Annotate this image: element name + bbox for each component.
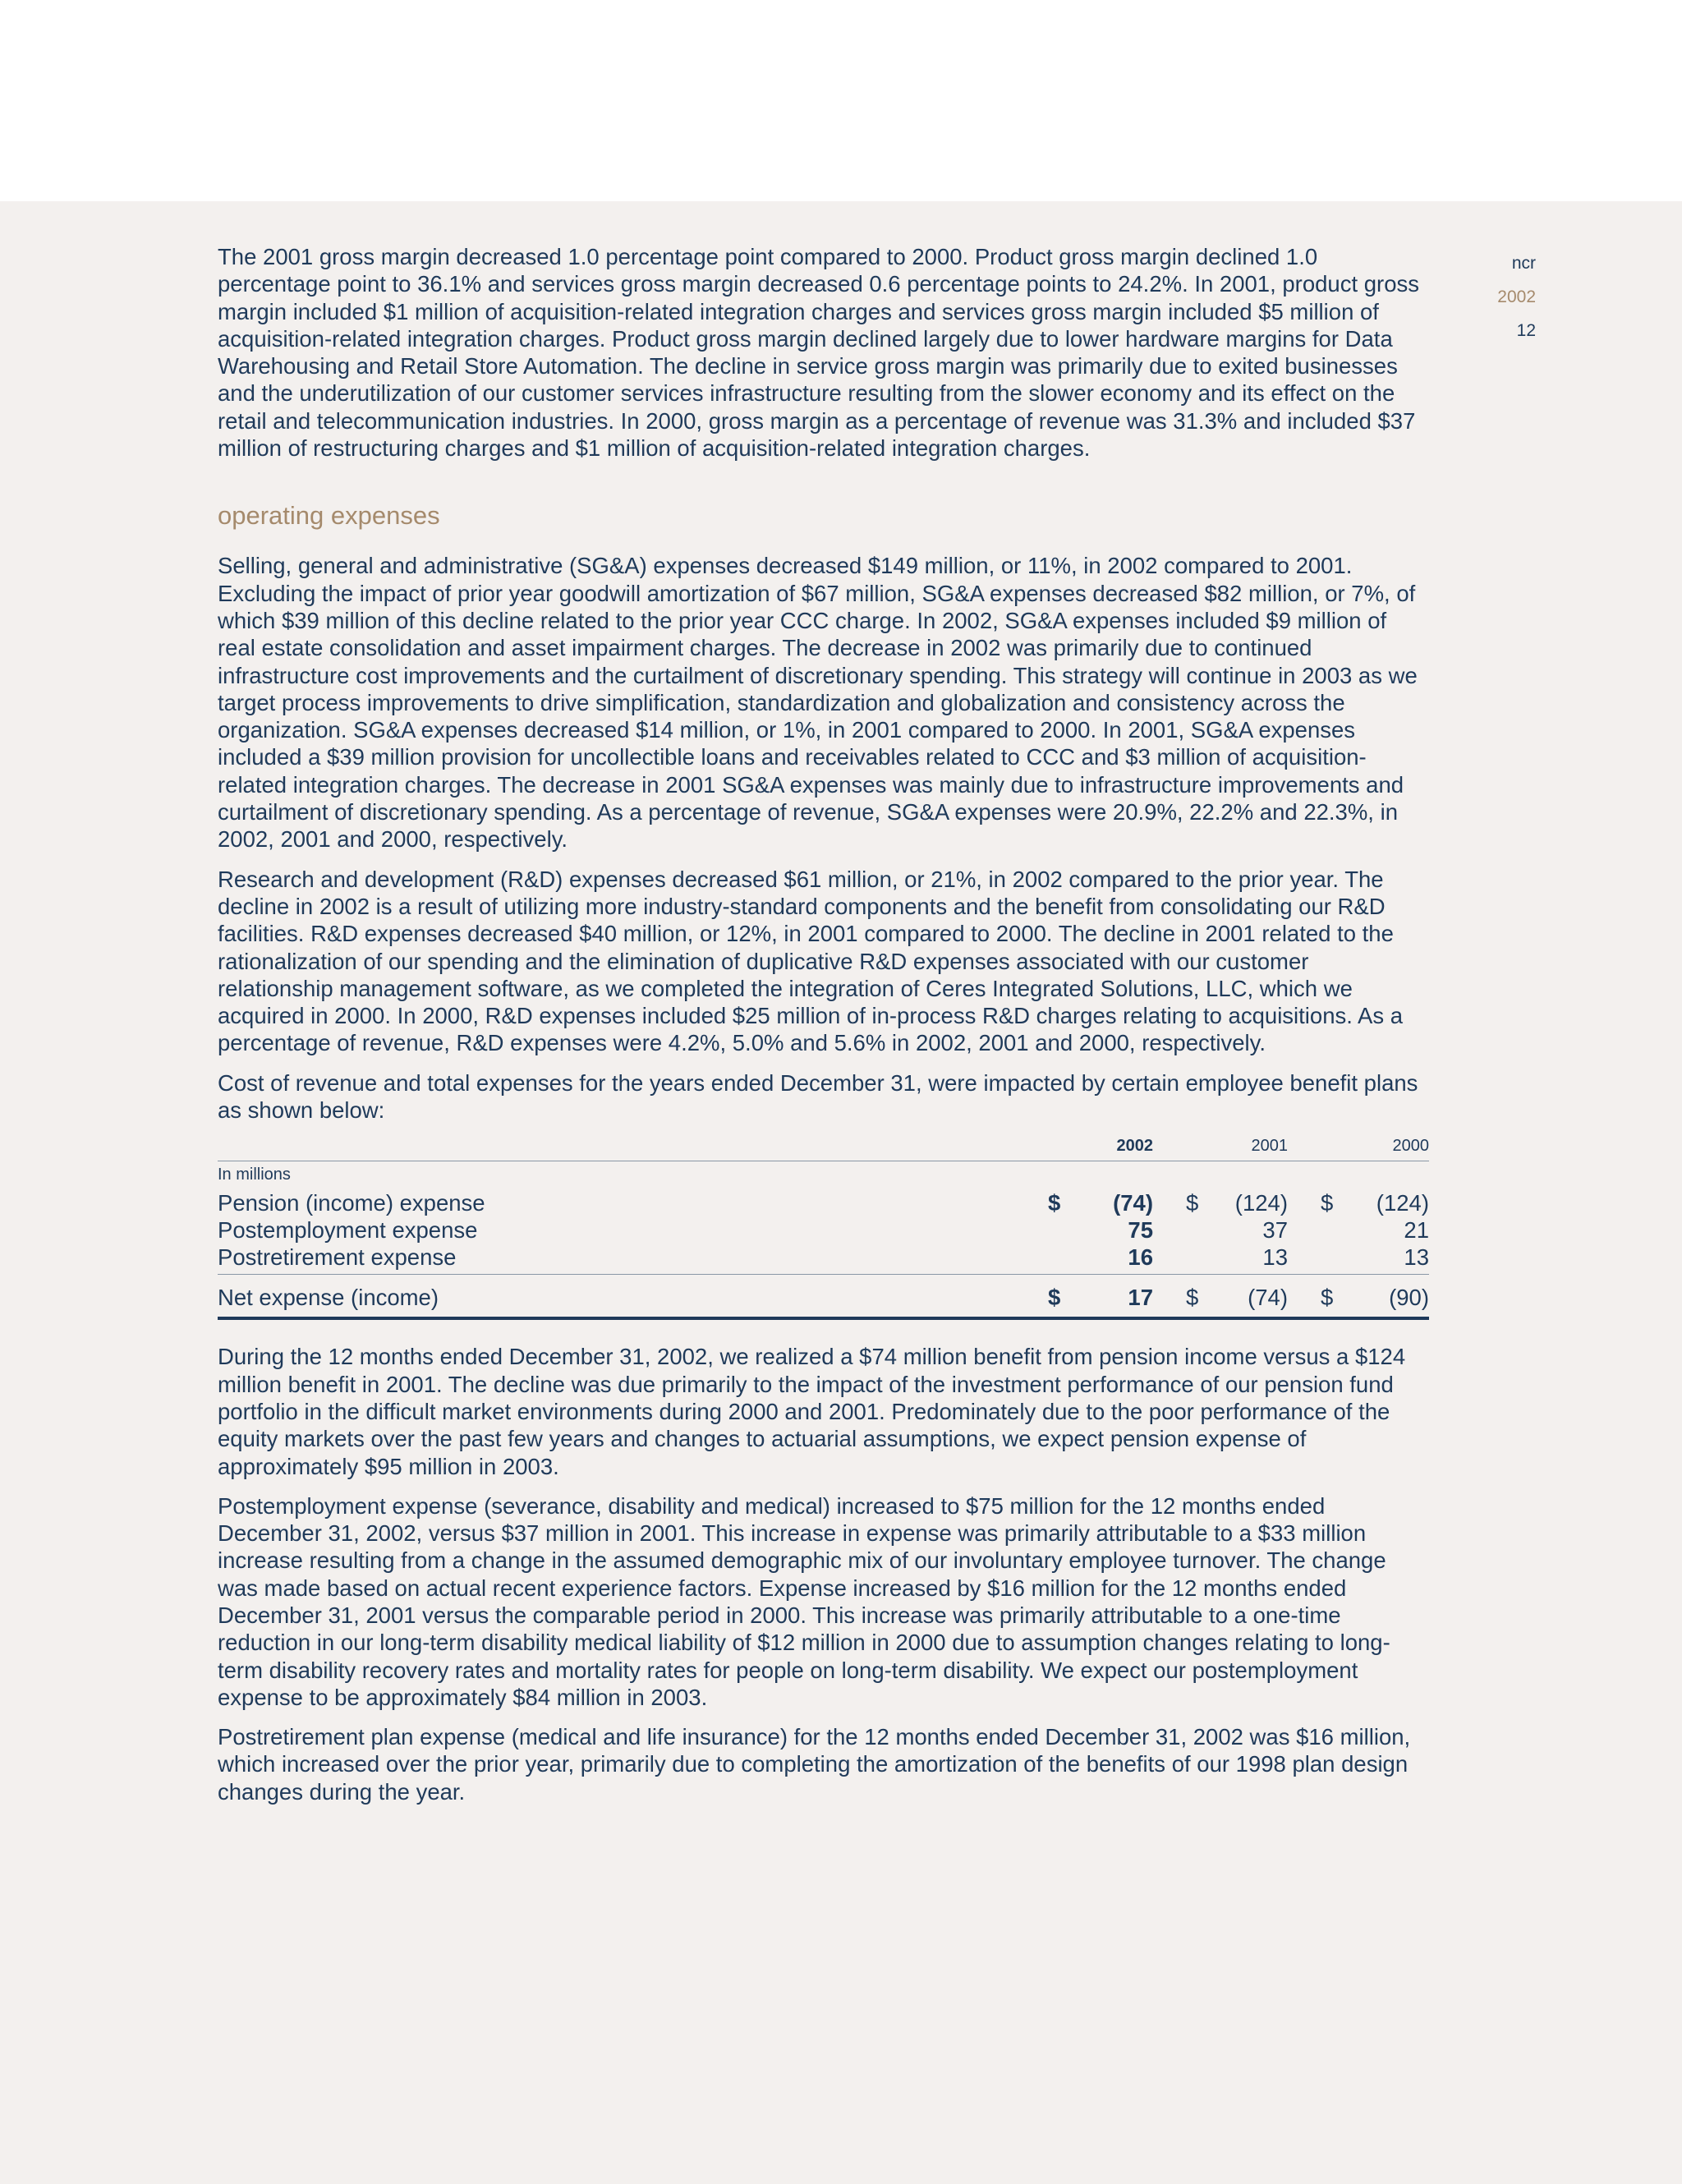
table-row: [218, 1189, 1429, 1216]
paragraph-rd: Research and development (R&D) expenses decreased $61 million, or 21%, in 2002 compared to the prior year. The decline in 2002 is a result of utilizing more industry-standard components and the benefit from consolidating our R&D facilities. R&D expenses decreased $40 million, or 12%, in 2001 compared to 2000. The decline in 2001 related to the rationalization of our spending and the elimination of duplicative R&D expenses associated with our customer relationship management software, as we completed the integration of Ceres Integrated Solutions, LLC, which we acquired in 2000. In 2000, R&D expenses included $25 million of in-process R&D charges relating to acquisitions. As a percentage of revenue, R&D expenses were 4.2%, 5.0% and 5.6% in 2002, 2001 and 2000, respectively.: [218, 866, 1404, 1056]
total-2001: $ (74): [1153, 1275, 1288, 1319]
cell-2002: $ (74): [1048, 1190, 1153, 1216]
page-top-margin: [0, 0, 1682, 201]
table-row: [218, 1216, 1429, 1244]
document-content: [218, 243, 1429, 1818]
table-unit-row: [218, 1161, 1429, 1190]
unit-label: In millions: [218, 1166, 291, 1184]
page-folio: [1497, 246, 1536, 347]
paragraph-sga: Selling, general and administrative (SG&A) expenses decreased $149 million, or 11%, in 2002 compared to 2001. Excluding the impact of prior year goodwill amortization of $67 million, SG&A expenses decreased $82 million, or 7%, of which $39 million of this decline related to the prior year CCC charge. In 2002, SG&A expenses included $9 million of real estate consolidation and asset impairment charges. The decrease in 2002 was primarily due to continued infrastructure cost improvements and the curtailment of discretionary spending. This strategy will continue in 2003 as we target process improvements to drive simplification, standardization and globalization and consistency across the organization. SG&A expenses decreased $14 million, or 1%, in 2001 compared to 2000. In 2001, SG&A expenses included a $39 million provision for uncollectible loans and receivables related to CCC and $3 million of acquisition-related integration charges. The decrease in 2001 SG&A expenses was mainly due to infrastructure improvements and curtailment of discretionary spending. As a percentage of revenue, SG&A expenses were 20.9%, 22.2% and 22.3%, in 2002, 2001 and 2000, respectively.: [218, 553, 1418, 853]
column-header-2002: 2002: [1071, 1136, 1153, 1161]
cell-2000: 21: [1404, 1217, 1429, 1244]
cell-2001: 37: [1262, 1217, 1288, 1244]
benefit-plans-table: [218, 1136, 1429, 1320]
row-label: Pension (income) expense: [218, 1190, 485, 1216]
section-title: operating expenses: [218, 501, 440, 531]
paragraph-gross-margin: The 2001 gross margin decreased 1.0 percentage point compared to 2000. Product gross margin declined 1.0 percentage point to 36.1% and services gross margin decreased 0.6 percentage points to 24.2%. In 2001, product gross margin included $1 million of acquisition-related integration charges and services gross margin included $5 million of acquisition-related integration charges. Product gross margin declined largely due to lower hardware margins for Data Warehousing and Retail Store Automation. The decline in service gross margin was primarily due to exited businesses and the underutilization of our customer services infrastructure resulting from the slower economy and its effect on the retail and telecommunication industries. In 2000, gross margin as a percentage of revenue was 31.3% and included $37 million of restructuring charges and $1 million of acquisition-related integration charges.: [218, 244, 1419, 462]
paragraph-pension: During the 12 months ended December 31, 2002, we realized a $74 million benefit from pension income versus a $124 million benefit in 2001. The decline was due primarily to the impact of the investment performance of our pension fund portfolio in the difficult market environments during 2000 and 2001. Predominately due to the poor performance of the equity markets over the past few years and changes to actuarial assumptions, we expect pension expense of approximately $95 million in 2003.: [218, 1344, 1406, 1479]
currency-symbol: $: [1048, 1285, 1061, 1311]
currency-symbol: $: [1321, 1190, 1334, 1216]
paragraph-table-intro: Cost of revenue and total expenses for the years ended December 31, were impacted by certain employee benefit plans as shown below:: [218, 1069, 1418, 1124]
table-header-row: [218, 1136, 1429, 1161]
folio-page-number: 12: [1516, 321, 1536, 340]
total-label: Net expense (income): [218, 1275, 1071, 1319]
paragraph-postemployment: Postemployment expense (severance, disability and medical) increased to $75 million for the 12 months ended December 31, 2002, versus $37 million in 2001. This increase in expense was primarily attributable to a $33 million increase resulting from a change in the assumed demographic mix of our involuntary employee turnover. The change was made based on actual recent experience factors. Expense increased by $16 million for the 12 months ended December 31, 2001 versus the comparable period in 2000. This increase was primarily attributable to a one-time reduction in our long-term disability medical liability of $12 million in 2000 due to assumption changes relating to long-term disability recovery rates and mortality rates for people on long-term disability. We expect our postemployment expense to be approximately $84 million in 2003.: [218, 1492, 1390, 1710]
cell-2000: $ (124): [1321, 1190, 1429, 1216]
currency-symbol: $: [1048, 1190, 1061, 1216]
column-header-2000: 2000: [1288, 1136, 1429, 1161]
total-2002: $ 17: [1071, 1275, 1153, 1319]
row-label: Postemployment expense: [218, 1217, 478, 1244]
cell-2002: 75: [1128, 1217, 1153, 1244]
row-label: Postretirement expense: [218, 1244, 457, 1271]
folio-brand: ncr: [1511, 254, 1536, 273]
paragraph-postretirement: Postretirement plan expense (medical and life insurance) for the 12 months ended December 31, 2002 was $16 million, which increased over the prior year, primarily due to completing the amortization of the benefits of our 1998 plan design changes during the year.: [218, 1724, 1411, 1805]
currency-symbol: $: [1186, 1190, 1199, 1216]
cell-2001: $ (124): [1186, 1190, 1288, 1216]
currency-symbol: $: [1186, 1285, 1199, 1311]
table-total-row: [218, 1275, 1429, 1319]
table-row: [218, 1244, 1429, 1275]
currency-symbol: $: [1321, 1285, 1334, 1311]
cell-2001: 13: [1262, 1244, 1288, 1271]
column-header-2001: 2001: [1153, 1136, 1288, 1161]
cell-2002: 16: [1128, 1244, 1153, 1271]
total-2000: $ (90): [1288, 1275, 1429, 1319]
cell-2000: 13: [1404, 1244, 1429, 1271]
folio-year: 2002: [1497, 287, 1536, 306]
